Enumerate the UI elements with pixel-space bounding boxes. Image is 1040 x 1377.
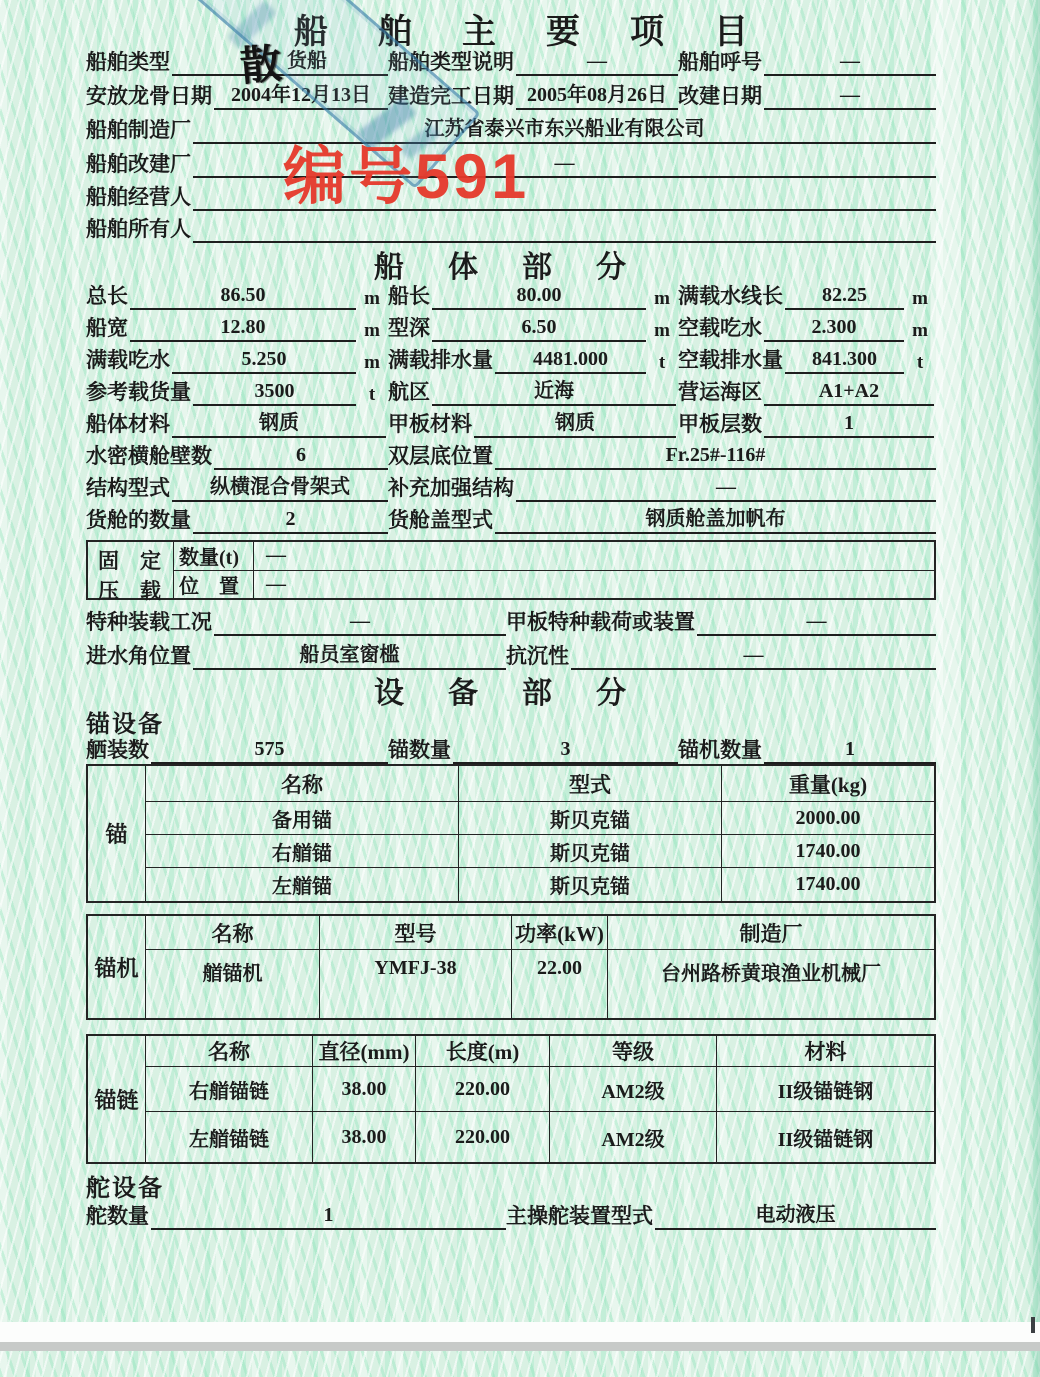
cell: 右艏锚 xyxy=(146,835,459,867)
field-unit: t xyxy=(658,352,666,373)
cell: 220.00 xyxy=(416,1067,550,1111)
cell: 斯贝克锚 xyxy=(459,835,722,867)
rebuild-date-value: — xyxy=(764,83,936,110)
anchor-table-header xyxy=(146,766,934,802)
anchor-equipment-heading: 锚设备 xyxy=(86,712,164,738)
field-label: 抗沉性 xyxy=(506,644,569,668)
hull-row xyxy=(86,312,936,344)
field-label: 空载吃水 xyxy=(678,316,762,340)
anchor-counts-row xyxy=(86,734,936,764)
cell: 左艏锚链 xyxy=(146,1112,313,1162)
field-value: 841.300 xyxy=(785,347,904,374)
scan-bottom-white-band xyxy=(0,1322,1040,1342)
rebuilder-value: — xyxy=(193,151,936,178)
scan-artifact-tick xyxy=(1031,1317,1035,1333)
field-value: 5.250 xyxy=(172,347,356,374)
fixed-ballast-position-row xyxy=(174,571,934,599)
field-ship-length xyxy=(388,280,678,312)
field-flooding-angle-position xyxy=(86,638,506,672)
hull-section-title: 船体部分 xyxy=(374,251,670,284)
field-label: 货舱的数量 xyxy=(86,508,191,532)
col-header: 直径(mm) xyxy=(313,1036,416,1066)
scan-edge-shadow xyxy=(1028,0,1040,1377)
col-header: 名称 xyxy=(146,1036,313,1066)
field-value: 4481.000 xyxy=(495,347,646,374)
fixed-ballast-side-line2: 压 载 xyxy=(98,579,161,603)
field-value: 82.25 xyxy=(785,283,904,310)
field-special-loading-condition xyxy=(86,604,506,638)
field-label: 满载排水量 xyxy=(388,348,493,372)
field-value: 86.50 xyxy=(130,283,356,310)
ballast-quantity-value: — xyxy=(266,544,286,567)
field-total-length xyxy=(86,280,388,312)
cell: 38.00 xyxy=(313,1067,416,1111)
windlass-table-side-label: 锚机 xyxy=(88,916,146,1018)
col-header: 名称 xyxy=(146,916,320,949)
rebuild-date-label: 改建日期 xyxy=(678,84,762,108)
field-unit: m xyxy=(912,320,928,341)
cell: 220.00 xyxy=(416,1112,550,1162)
field-label: 满载水线长 xyxy=(678,284,783,308)
field-label: 甲板特种载荷或装置 xyxy=(506,610,695,634)
field-value: A1+A2 xyxy=(764,379,934,406)
top-row-1 xyxy=(86,46,936,78)
red-serial-number-overlay: 编号591 xyxy=(283,142,530,212)
build-complete-label: 建造完工日期 xyxy=(388,84,514,108)
field-value: 2 xyxy=(193,507,388,534)
col-header: 型式 xyxy=(459,766,722,801)
cell: 艏锚机 xyxy=(146,950,320,1018)
cell: 左艏锚 xyxy=(146,868,459,901)
field-unit: m xyxy=(364,352,380,373)
cell: AM2级 xyxy=(550,1067,717,1111)
field-light-draft xyxy=(678,312,936,344)
field-unit: t xyxy=(916,352,924,373)
field-waterline-length xyxy=(678,280,936,312)
fixed-ballast-rows xyxy=(174,542,934,598)
field-unit: m xyxy=(912,288,928,309)
field-unit: m xyxy=(654,320,670,341)
field-double-bottom-position xyxy=(388,440,936,472)
field-value: 电动液压 xyxy=(655,1203,936,1230)
col-header: 型号 xyxy=(320,916,512,949)
field-hatch-cover-type xyxy=(388,504,936,536)
special-row-2 xyxy=(86,638,936,672)
field-label: 船体材料 xyxy=(86,412,170,436)
field-label: 甲板层数 xyxy=(678,412,762,436)
hull-row xyxy=(86,376,936,408)
rudder-row xyxy=(86,1200,936,1232)
builder-label: 船舶制造厂 xyxy=(86,118,191,142)
field-label: 进水角位置 xyxy=(86,644,191,668)
field-full-displacement xyxy=(388,344,678,376)
build-complete-value: 2005年08月26日 xyxy=(516,83,678,110)
cell: 台州路桥黄琅渔业机械厂 xyxy=(661,963,881,985)
col-header: 长度(m) xyxy=(416,1036,550,1066)
field-label: 结构型式 xyxy=(86,476,170,500)
equipment-section-title: 设备部分 xyxy=(374,677,670,710)
hull-row xyxy=(86,280,936,312)
special-row-1 xyxy=(86,604,936,638)
chain-table-side-label: 锚链 xyxy=(88,1036,146,1162)
field-label: 水密横舱壁数 xyxy=(86,444,212,468)
field-value: 2.300 xyxy=(764,315,904,342)
hull-row xyxy=(86,472,936,504)
field-value: — xyxy=(571,643,936,670)
field-label: 空载排水量 xyxy=(678,348,783,372)
field-label: 锚数量 xyxy=(388,738,451,762)
cell: YMFJ-38 xyxy=(320,950,512,1018)
field-label: 舵数量 xyxy=(86,1204,149,1228)
field-cargo-capacity xyxy=(86,376,388,408)
hull-row xyxy=(86,408,936,440)
ship-type-overstamp-character: 散 xyxy=(238,40,284,90)
field-label: 船长 xyxy=(388,284,430,308)
cell: 1740.00 xyxy=(795,873,861,895)
field-value: 3 xyxy=(453,737,678,764)
cell: 2000.00 xyxy=(795,806,861,829)
form-title: 船舶主要项目 xyxy=(294,14,798,51)
field-light-displacement xyxy=(678,344,936,376)
rudder-equipment-heading: 舵设备 xyxy=(86,1176,164,1202)
anchor-table-main xyxy=(146,766,934,901)
field-watertight-bulkheads xyxy=(86,440,388,472)
ballast-position-value: — xyxy=(266,572,286,595)
field-value: 钢质舱盖加帆布 xyxy=(495,507,936,534)
field-unit: t xyxy=(368,384,376,405)
field-full-draft xyxy=(86,344,388,376)
field-rebuild-date xyxy=(678,80,936,112)
hull-row xyxy=(86,344,936,376)
field-supplementary-reinforcement xyxy=(388,472,936,504)
field-label: 特种装载工况 xyxy=(86,610,212,634)
col-header: 制造厂 xyxy=(739,921,803,946)
anchor-table xyxy=(86,764,936,903)
cell: 1740.00 xyxy=(795,839,861,862)
anchor-chain-table xyxy=(86,1034,936,1164)
field-navigation-area xyxy=(388,376,678,408)
field-label: 型深 xyxy=(388,316,430,340)
field-unit: m xyxy=(364,320,380,341)
field-breadth xyxy=(86,312,388,344)
table-row xyxy=(146,1067,934,1112)
rebuilder-label: 船舶改建厂 xyxy=(86,152,191,176)
field-label: 补充加强结构 xyxy=(388,476,514,500)
owner-label: 船舶所有人 xyxy=(86,217,191,241)
field-label: 锚机数量 xyxy=(678,738,762,762)
cell: 38.00 xyxy=(313,1112,416,1162)
field-cargo-holds-count xyxy=(86,504,388,536)
field-value: — xyxy=(516,475,936,502)
ship-type-value: 货船 xyxy=(172,49,388,76)
field-value: 575 xyxy=(151,737,388,764)
windlass-table-header xyxy=(146,916,934,950)
anchor-table-side-label: 锚 xyxy=(88,766,146,901)
field-deck-material xyxy=(388,408,678,440)
cell: 斯贝克锚 xyxy=(459,868,722,901)
windlass-table xyxy=(86,914,936,1020)
field-label: 甲板材料 xyxy=(388,412,472,436)
ballast-position-label: 位 置 xyxy=(174,571,254,599)
chain-table-header xyxy=(146,1036,934,1067)
ship-type-note-label: 船舶类型说明 xyxy=(388,50,514,74)
cell: 备用锚 xyxy=(146,802,459,834)
fixed-ballast-side-line1: 固 定 xyxy=(98,549,161,573)
table-row xyxy=(146,950,934,1018)
field-depth xyxy=(388,312,678,344)
hull-rows xyxy=(86,280,936,536)
fixed-ballast-box xyxy=(86,540,936,603)
top-row-2 xyxy=(86,80,936,112)
cell: 斯贝克锚 xyxy=(459,802,722,834)
field-value: — xyxy=(214,609,506,636)
fixed-ballast-side-label xyxy=(88,542,174,603)
table-row xyxy=(146,835,934,868)
col-header: 功率(kW) xyxy=(512,916,608,949)
cell: II级锚链钢 xyxy=(777,1080,874,1103)
operator-label: 船舶经营人 xyxy=(86,185,191,209)
cell: AM2级 xyxy=(550,1112,717,1162)
hull-row xyxy=(86,504,936,536)
field-deck-special-load xyxy=(506,604,936,638)
field-label: 双层底位置 xyxy=(388,444,493,468)
chain-table-main xyxy=(146,1036,934,1162)
col-header: 材料 xyxy=(804,1040,847,1064)
field-label: 营运海区 xyxy=(678,380,762,404)
field-value: 1 xyxy=(764,411,934,438)
field-label: 总长 xyxy=(86,284,128,308)
field-operating-sea-area xyxy=(678,376,936,408)
col-header: 名称 xyxy=(146,766,459,801)
hull-row xyxy=(86,440,936,472)
cell: 22.00 xyxy=(512,950,608,1018)
field-hull-material xyxy=(86,408,388,440)
call-sign-value: — xyxy=(764,49,936,76)
field-unit: m xyxy=(364,288,380,309)
ballast-quantity-label: 数量(t) xyxy=(174,542,254,570)
field-label: 航区 xyxy=(388,380,430,404)
builder-value: 江苏省泰兴市东兴船业有限公司 xyxy=(193,117,936,144)
field-anchor-count xyxy=(388,734,678,766)
keel-laid-label: 安放龙骨日期 xyxy=(86,84,212,108)
field-label: 舾装数 xyxy=(86,738,149,762)
field-unit: m xyxy=(654,288,670,309)
ship-type-note-value: — xyxy=(516,49,678,76)
field-value: 1 xyxy=(764,737,936,764)
field-call-sign xyxy=(678,46,936,78)
scan-bottom-gray-band xyxy=(0,1342,1040,1351)
field-value: 船员室窗槛 xyxy=(193,643,506,670)
field-outfitting-number xyxy=(86,734,388,766)
field-value: 纵横混合骨架式 xyxy=(172,475,388,502)
col-header: 等级 xyxy=(550,1036,717,1066)
cell: II级锚链钢 xyxy=(777,1128,874,1151)
field-windlass-count xyxy=(678,734,936,766)
field-value: Fr.25#-116# xyxy=(495,443,936,470)
table-row xyxy=(146,802,934,835)
windlass-table-main xyxy=(146,916,934,1018)
cell: 右艏锚链 xyxy=(146,1067,313,1111)
field-value: — xyxy=(697,609,936,636)
field-label: 主操舵装置型式 xyxy=(506,1204,653,1228)
field-structure-type xyxy=(86,472,388,504)
fixed-ballast-quantity-row xyxy=(174,542,934,571)
ship-type-label: 船舶类型 xyxy=(86,50,170,74)
field-value: 1 xyxy=(151,1203,506,1230)
field-value: 3500 xyxy=(193,379,356,406)
field-anti-sinking xyxy=(506,638,936,672)
field-deck-layers xyxy=(678,408,936,440)
keel-laid-value: 2004年12月13日 xyxy=(214,83,388,110)
table-row xyxy=(146,1112,934,1162)
call-sign-label: 船舶呼号 xyxy=(678,50,762,74)
col-header: 重量(kg) xyxy=(788,772,868,797)
field-label: 货舱盖型式 xyxy=(388,508,493,532)
field-value: 钢质 xyxy=(172,411,386,438)
field-value: 12.80 xyxy=(130,315,356,342)
field-value: 近海 xyxy=(432,379,676,406)
field-value: 6 xyxy=(214,443,388,470)
field-value: 80.00 xyxy=(432,283,646,310)
field-value: 6.50 xyxy=(432,315,646,342)
field-label: 满载吃水 xyxy=(86,348,170,372)
field-value: 钢质 xyxy=(474,411,676,438)
field-label: 船宽 xyxy=(86,316,128,340)
table-row xyxy=(146,868,934,901)
field-owner xyxy=(86,213,936,245)
field-rudder-count xyxy=(86,1200,506,1232)
field-main-steering-type xyxy=(506,1200,936,1232)
field-label: 参考载货量 xyxy=(86,380,191,404)
